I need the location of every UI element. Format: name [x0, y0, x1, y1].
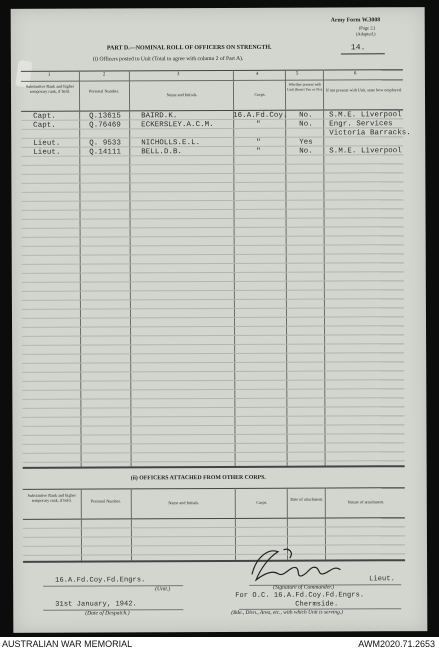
header-ii-date: Date of attachment. — [290, 496, 324, 502]
cell-corps: " — [256, 120, 261, 129]
cell-name: BAIRD.K. — [141, 112, 178, 121]
cell-corps: 16.A.Fd.Coy. — [233, 111, 288, 120]
col-number-1: 1 — [47, 72, 51, 78]
for-line: For O.C. 16.A.Fd.Coy.Fd.Engrs. — [235, 591, 365, 600]
header-ii-nature: Nature of attachment. — [347, 499, 385, 505]
archive-footer — [0, 637, 439, 653]
paper-form — [11, 7, 428, 633]
cell-present: No. — [299, 120, 313, 129]
footer-right: AWM2020.71.2653 — [358, 639, 435, 649]
cell-rank: Capt. — [33, 112, 56, 121]
cell-number: Q.76469 — [89, 121, 121, 130]
unit-value: 16.A.Fd.Coy.Fd.Engrs. — [55, 576, 146, 585]
page-note: (Page 2.) — [358, 25, 376, 31]
footer-left: AUSTRALIAN WAR MEMORIAL — [2, 639, 133, 649]
col-number-4: 4 — [255, 71, 259, 77]
cell-present: No. — [299, 111, 313, 120]
commander-signature — [238, 543, 358, 586]
col-number-3: 3 — [176, 72, 180, 78]
header-employed: If not present with Unit, state how employed. — [326, 87, 402, 93]
cell-rank: Lieut. — [33, 148, 61, 157]
header-ii-corps: Corps. — [256, 499, 268, 505]
cell-number: Q. 9533 — [89, 139, 121, 148]
col-number-2: 2 — [102, 72, 106, 78]
location-value: Chermside. — [295, 600, 339, 609]
page-number: 14. — [350, 43, 366, 53]
header-name: Name and Initials. — [166, 92, 198, 98]
cell-rank: Lieut. — [33, 139, 61, 148]
date-label: (Date of Despatch.) — [85, 610, 130, 617]
header-rank: Substantive Rank and higher temporary rank, if held. — [25, 83, 75, 94]
col-number-6: 6 — [353, 71, 357, 77]
ruled-lines-lower — [11, 7, 425, 9]
section-i-title: (i) Officers posted to Unit (Total to agree with column 2 of Part A). — [92, 55, 244, 63]
part-title: PART D.—NOMINAL ROLL OF OFFICERS ON STRENGTH. — [106, 44, 272, 52]
date-value: 31st January, 1942. — [55, 600, 137, 609]
section-ii-title: (ii) OFFICERS ATTACHED FROM OTHER CORPS. — [130, 474, 266, 482]
ruled-lines-upper — [11, 7, 425, 9]
cell-name: NICHOLLS.E.L. — [141, 139, 201, 148]
cell-number: Q.13615 — [89, 112, 121, 121]
cell-employed: Engr. Services — [329, 120, 393, 129]
col-number-5: 5 — [295, 71, 299, 77]
cell-name: BELL.D.B. — [141, 148, 183, 157]
cell-present: Yes — [299, 138, 313, 147]
army-form-label: Army Form W.3008 — [330, 17, 381, 24]
cell-present: No. — [299, 147, 313, 156]
rank-value: Lieut. — [369, 575, 395, 584]
cell-employed: S.M.E. Liverpool — [329, 147, 402, 156]
header-corps: Corps. — [254, 91, 266, 97]
signature-label: (Signature of Commander.) — [273, 584, 335, 591]
bde-label: (Bde., Divn., Area, etc., with which Unit is serving.) — [231, 609, 343, 616]
header-ii-rank: Substantive Rank and higher temporary rank, if held. — [27, 492, 76, 503]
adapted-note: (Adapted.) — [355, 31, 376, 37]
cell-name: ECKERSLEY.A.C.M. — [141, 121, 214, 130]
cell-employed: S.M.E. Liverpool — [329, 111, 402, 120]
cell-corps: " — [256, 138, 261, 147]
cell-employed: Victoria Barracks. — [329, 129, 411, 138]
header-ii-personal-number: Personal Number. — [90, 498, 121, 504]
cell-number: Q.14111 — [89, 148, 122, 157]
cell-rank: Capt. — [33, 121, 56, 130]
header-present: Whether present with Unit (Insert Yes or No). — [287, 82, 323, 92]
header-ii-name: Name and Initials. — [168, 500, 200, 506]
unit-label: (Unit.) — [155, 586, 171, 593]
cell-corps: " — [256, 147, 261, 156]
header-personal-number: Personal Number. — [88, 88, 120, 94]
